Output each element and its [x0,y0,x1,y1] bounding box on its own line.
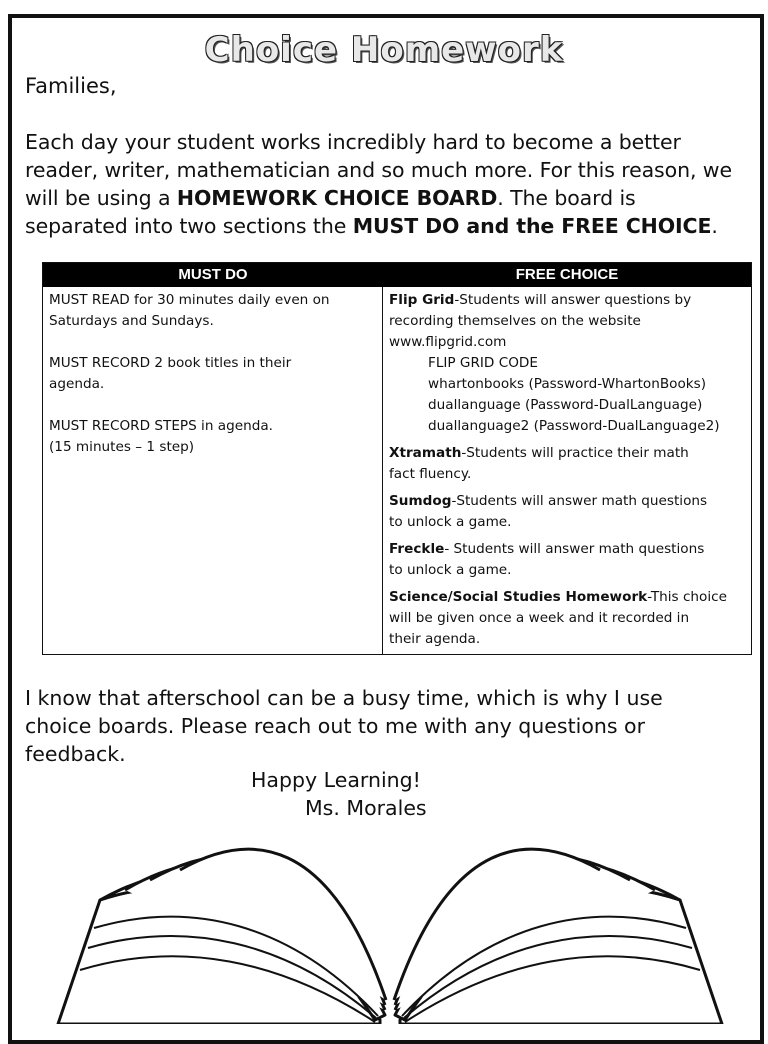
must-do-line: MUST READ for 30 minutes daily even on [49,292,330,308]
must-do-line: Saturdays and Sundays. [49,313,214,329]
free-choice-line: duallanguage2 (Password-DualLanguage2) [428,418,720,434]
free-choice-header: FREE CHOICE [515,266,619,283]
free-choice-entry [389,443,745,485]
page-title: Choice Homework [204,30,564,70]
must-do-header: MUST DO [178,266,248,283]
free-choice-line: to unlock a game. [389,514,512,530]
closing-paragraph [25,684,755,768]
free-choice-line: FLIP GRID CODE [428,355,538,371]
signoff: Happy Learning! [251,768,421,792]
board-header-row [43,263,751,287]
must-do-line: MUST RECORD 2 book titles in their [49,355,292,371]
closing-line: I know that afterschool can be a busy time, which is why I use [25,686,663,710]
free-choice-line: their agenda. [389,631,481,647]
intro-line: Each day your student works incredibly hard to become a better [25,130,681,154]
free-choice-cell [383,287,751,654]
must-do-cell [43,287,383,654]
must-do-gap [49,332,376,353]
free-choice-line: recording themselves on the website [389,313,641,329]
must-do-line: MUST RECORD STEPS in agenda. [49,418,273,434]
signature-name: Ms. Morales [305,796,427,820]
closing-line: choice boards. Please reach out to me with any questions or [25,714,646,738]
intro-paragraph [25,128,760,240]
free-choice-line: Flip Grid-Students will answer questions by [389,292,692,308]
greeting: Families, [25,74,117,98]
must-do-line: (15 minutes – 1 step) [49,439,195,455]
must-do-line: agenda. [49,376,105,392]
board-body-row [43,287,751,654]
open-book-illustration [40,830,740,1024]
free-choice-line: fact fluency. [389,466,472,482]
intro-line: reader, writer, mathematician and so much more. For this reason, we [25,158,732,182]
free-choice-line: to unlock a game. [389,562,512,578]
free-choice-line: Freckle- Students will answer math questions [389,541,705,557]
free-choice-entry [389,587,745,650]
intro-line: will be using a HOMEWORK CHOICE BOARD. The board is [25,186,636,210]
free-choice-entry [389,290,745,437]
homework-choice-board [42,262,752,655]
free-choice-entry [389,539,745,581]
free-choice-line: Xtramath-Students will practice their math [389,445,689,461]
intro-line: separated into two sections the MUST DO and the FREE CHOICE. [25,214,718,238]
free-choice-line: will be given once a week and it recorded in [389,610,690,626]
free-choice-line: Science/Social Studies Homework-This choice [389,589,727,605]
free-choice-entry [389,491,745,533]
must-do-gap [49,395,376,416]
free-choice-line: Sumdog-Students will answer math questions [389,493,708,509]
free-choice-line: whartonbooks (Password-WhartonBooks) [428,376,707,392]
closing-line: feedback. [25,742,126,766]
free-choice-line: www.flipgrid.com [389,334,507,350]
free-choice-line: duallanguage (Password-DualLanguage) [428,397,703,413]
